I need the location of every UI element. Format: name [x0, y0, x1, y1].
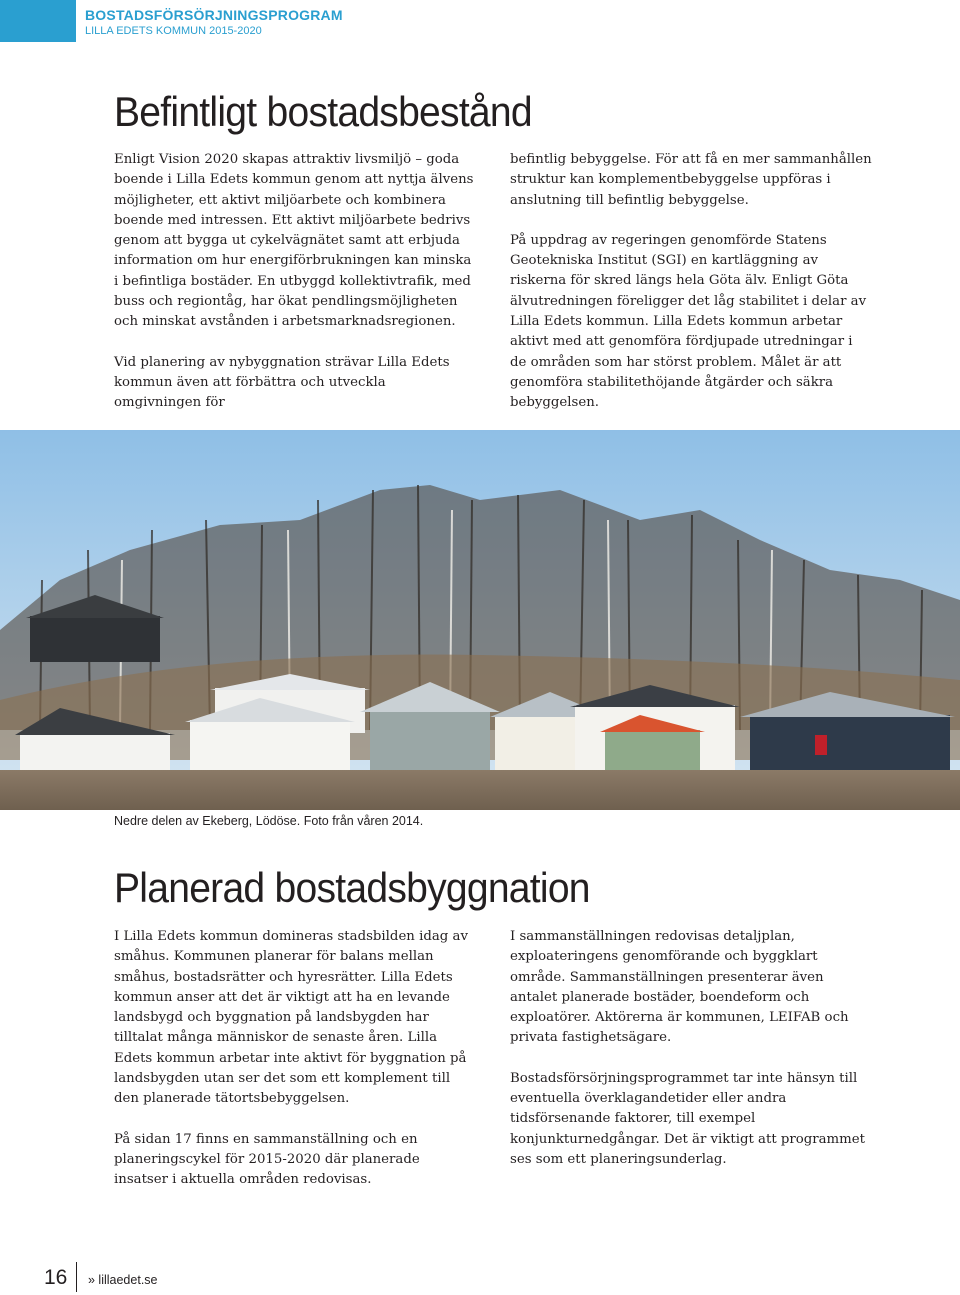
website-link[interactable]: » lillaedet.se: [88, 1273, 158, 1287]
section1-left-column: [114, 150, 476, 434]
paragraph: Bostadsförsörjningsprogrammet tar inte hänsyn till eventuella överklagandetider eller andra tidsförsenande faktorer, till exempel konjunkturnedgångar. Det är viktigt att programmet ses som ett planeringsunderlag.: [510, 1070, 865, 1167]
paragraph: På uppdrag av regeringen genomförde Statens Geotekniska Institut (SGI) en kartläggning av riskerna för skred längs hela Göta älv. Enligt Göta älvutredningen föreligger det låg stabilitet i delar av Lilla Edets kommun. Lilla Edets kommun arbetar aktivt med att genomföra fördjupade utredningar i de områden som har störst problem. Målet är att genomföra stabilitethöjande åtgärder och säkra bebyggelsen.: [510, 232, 867, 411]
section2-right-column: [510, 927, 872, 1190]
paragraph: befintlig bebyggelse. För att få en mer sammanhållen struktur kan komplementbebyggelse uppföras i anslutning till befintlig bebyggelse.: [510, 152, 872, 208]
section2-left-column: [114, 927, 476, 1211]
photo-caption: Nedre delen av Ekeberg, Lödöse. Foto från våren 2014.: [114, 814, 424, 828]
housing-area-photo: [0, 430, 960, 810]
paragraph: I Lilla Edets kommun domineras stadsbilden idag av småhus. Kommunen planerar för balans mellan småhus, bostadsrätter och hyresrätter. Lilla Edets kommun anser att det är viktigt att ha en levande landsbygd och byggnation på landsbygden har tilltalat många människor de senaste åren. Lilla Edets kommun arbetar inte aktivt för byggnation på landsbygden utan ser det som ett komplement till den planerade tätortsbebyggelsen.: [114, 929, 468, 1107]
page-number: 16: [44, 1266, 68, 1289]
paragraph: På sidan 17 finns en sammanställning och en planeringscykel för 2015-2020 där planerade insatser i aktuella områden redovisas.: [114, 1131, 420, 1188]
paragraph: I sammanställningen redovisas detaljplan, exploateringens genomförande och byggklart område. Sammanställningen presenterar även antalet planerade bostäder, boendeform och exploatörer. Aktörerna är kommunen, LEIFAB och privata fastighetsägare.: [510, 929, 849, 1046]
section-heading-existing-housing: Befintligt bostadsbestånd: [114, 88, 532, 135]
footer-divider: [76, 1262, 77, 1292]
paragraph: Enligt Vision 2020 skapas attraktiv livsmiljö – goda boende i Lilla Edets kommun genom att nyttja älvens möjligheter, ett aktivt miljöarbete och kombinera boende med intressen. Ett aktivt miljöarbete bedrivs genom att bygga ut cykelvägnätet samt att erbjuda information om hur energiförbrukningen kan minska i befintliga bostäder. En utbyggd kollektivtrafik, med buss och regiontåg, har ökat pendlingsmöjligheten och minskat avstånden i arbetsmarknadsregionen.: [114, 152, 474, 330]
header-subtitle: LILLA EDETS KOMMUN 2015-2020: [85, 25, 262, 37]
header-accent-block: [0, 0, 76, 42]
header-title: BOSTADSFÖRSÖRJNINGSPROGRAM: [85, 7, 343, 23]
section-heading-planned-construction: Planerad bostadsbyggnation: [114, 864, 590, 911]
paragraph: Vid planering av nybyggnation strävar Lilla Edets kommun även att förbättra och utveckla omgivningen för: [114, 354, 450, 411]
section1-right-column: [510, 150, 872, 434]
